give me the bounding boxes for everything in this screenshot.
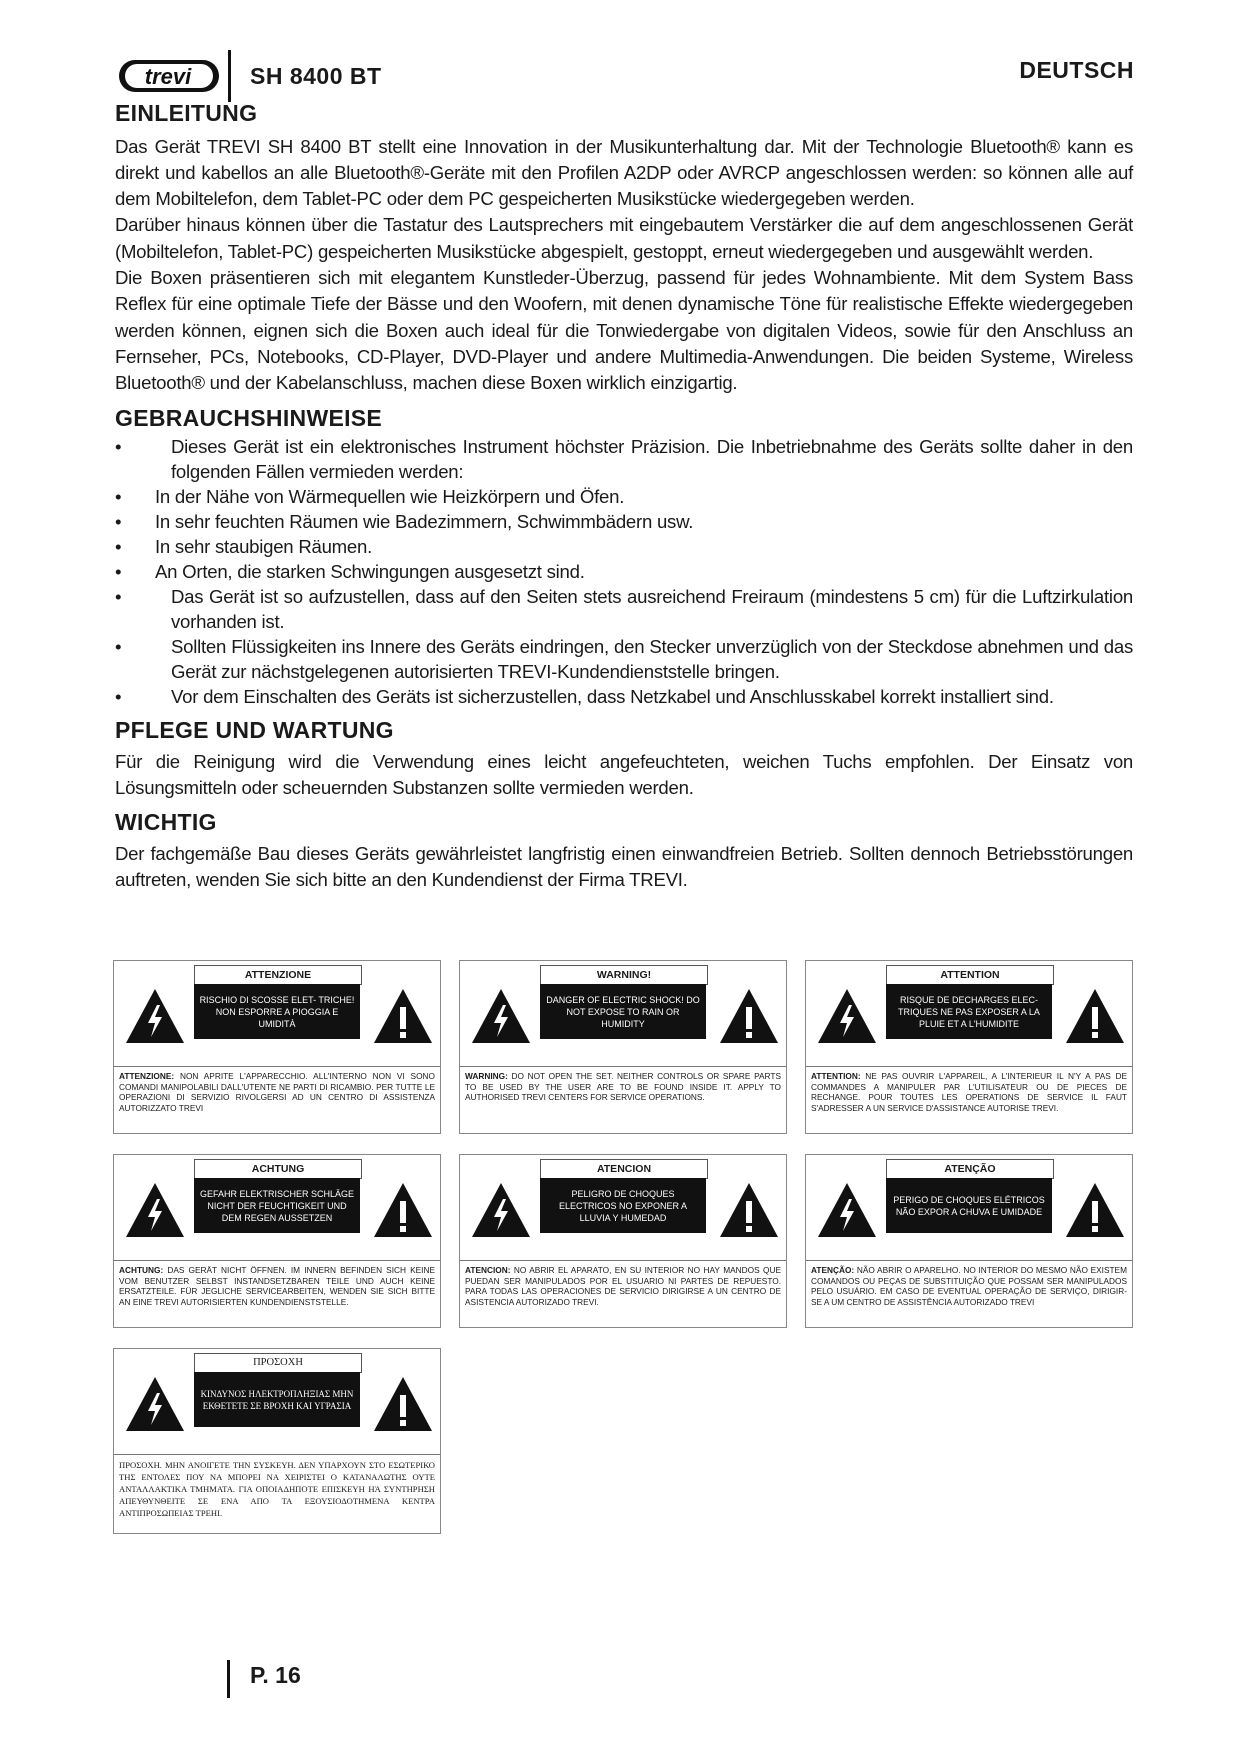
care-heading: PFLEGE UND WARTUNG — [115, 717, 394, 744]
exclamation-warning-icon — [1064, 987, 1126, 1045]
electric-shock-warning-icon — [124, 987, 186, 1045]
usage-item: • Sollten Flüssigkeiten ins Innere des Geräts eindringen, den Stecker unverzüglich von der Steckdose abnehmen und das Gerät zur nächstgelegenen autorisierten TREVI-Kundendienststelle bringen. — [115, 634, 1133, 684]
warning-body — [811, 1265, 1127, 1307]
warning-label-it — [113, 960, 441, 1134]
warning-box-text: PELIGRO DE CHOQUES ELECTRICOS NO EXPONER A LLUVIA Y HUMEDAD — [540, 1178, 706, 1233]
warning-text: DO NOT OPEN THE SET. NEITHER CONTROLS OR SPARE PARTS TO BE USED BY THE USER ARE TO BE FOUND INSIDE IT. APPLY TO AUTHORISED TREVI CENTERS FOR SERVICE OPERATIONS. — [465, 1071, 781, 1102]
warning-title: ATTENZIONE — [194, 965, 362, 985]
usage-item: • In sehr staubigen Räumen. — [115, 534, 1133, 559]
exclamation-warning-icon — [718, 1181, 780, 1239]
warning-box-text: RISCHIO DI SCOSSE ELET- TRICHE! NON ESPORRE A PIOGGIA E UMIDITÀ — [194, 984, 360, 1039]
exclamation-warning-icon — [1064, 1181, 1126, 1239]
important-heading: WICHTIG — [115, 809, 217, 836]
exclamation-warning-icon — [718, 987, 780, 1045]
warning-body — [465, 1071, 781, 1103]
warning-title: ATENÇÃO — [886, 1159, 1054, 1179]
usage-item: • Dieses Gerät ist ein elektronisches Instrument höchster Präzision. Die Inbetriebnahme des Geräts sollte daher in den folgenden Fällen vermieden werden: — [115, 434, 1133, 484]
warning-box-text: ΚΙΝΔΥΝΟΣ ΗΛΕΚΤΡΟΠΛΗΞΙΑΣ ΜΗΝ ΕΚΘΕΤΕΤΕ ΣΕ ΒΡΟΧΗ ΚΑΙ ΥΓΡΑΣΙΑ — [194, 1372, 360, 1427]
usage-item: • In sehr feuchten Räumen wie Badezimmern, Schwimmbädern usw. — [115, 509, 1133, 534]
warning-text: NÃO ABRIR O APARELHO. NO INTERIOR DO MESMO NÃO EXISTEM COMANDOS OU PEÇAS DE SUBSTITUIÇÃO QUE POSSAM SER MANIPULADOS PELO USUÁRIO. EM CASO DE EVENTUAL OPERAÇÃO DE SERVIÇO, DIRIGIR-SE A UM CENTRO DE ASSISTÊNCIA AUTORIZADO TREVI — [811, 1265, 1127, 1307]
warning-lead: ATENCION: — [465, 1265, 511, 1275]
warning-text: ΠΡΟΣΟΧΗ. ΜΗΝ ΑΝΟΙΓΕΤΕ ΤΗΝ ΣΥΣΚΕΥΗ. ΔΕΝ ΥΠΑΡΧΟΥΝ ΣΤΟ ΕΣΩΤΕΡΙΚΟ ΤΗΣ ΕΝΤΟΛΕΣ ΠΟΥ ΝΑ ΜΠΟΡΕΙ ΝΑ ΧΕΙΡΙΣΤΕΙ Ο ΚΑΤΑΝΑΛΩΤΗΣ ΟΥΤΕ ΑΝΤΑΛΛΑΚΤΙΚΑ ΤΜΗΜΑΤΑ. ΓΙΑ ΟΠΟΙΑΔΗΠΟΤΕ ΕΠΙΣΚΕΥΗ ΗΆ ΣΥΝΤΗΡΗΣΗ ΑΠΕΥΘΥΝΘΕΙΤΕ ΣΕ ΕΝΑ ΑΠΟ ΤΑ ΕΞΟΥΣΙΟΔΟΤΗΜΕΝΑ ΚΕΝΤΡΑ ΑΝΤΙΠΡΟΣΩΠΕΙΑΣ ΤΡΕΗΙ. — [119, 1460, 435, 1518]
warning-box-text: RISQUE DE DECHARGES ELEC- TRIQUES NE PAS EXPOSER A LA PLUIE ET A L'HUMIDITE — [886, 984, 1052, 1039]
warning-body — [119, 1459, 435, 1519]
warning-text: NE PAS OUVRIR L'APPAREIL, A L'INTERIEUR IL N'Y A PAS DE COMMANDES A MANIPULER PAR L'UTILISATEUR OU DE PIECES DE RECHANGE. POUR TOUTES LES OPERATIONS DE SERVICE IL FAUT S'ADRESSER A UN SERVICE D'ASSISTANCE AUTORISE TREVI. — [811, 1071, 1127, 1113]
electric-shock-warning-icon — [124, 1181, 186, 1239]
warning-label-gr — [113, 1348, 441, 1534]
warning-label-pt — [805, 1154, 1133, 1328]
warning-text: DAS GERÄT NICHT ÖFFNEN. IM INNERN BEFINDEN SICH KEINE VOM BENUTZER SELBST INSTANDSETZBAREN TEILE UND AUCH KEINE ERSATZTEILE. FÜR JEGLICHE SERVICEARBEITEN, WENDEN SIE SICH BITTE AN EINE TREVI AUTORISIERTEN KUNDENDIENSTSTELLE. — [119, 1265, 435, 1307]
electric-shock-warning-icon — [816, 1181, 878, 1239]
warning-title: WARNING! — [540, 965, 708, 985]
model-title: SH 8400 BT — [250, 63, 382, 89]
warning-lead: ATTENZIONE: — [119, 1071, 175, 1081]
trevi-logo — [115, 56, 219, 96]
warning-title: ATTENTION — [886, 965, 1054, 985]
warning-lead: ATTENTION: — [811, 1071, 861, 1081]
usage-item: • An Orten, die starken Schwingungen ausgesetzt sind. — [115, 559, 1133, 584]
usage-heading: GEBRAUCHSHINWEISE — [115, 404, 383, 431]
intro-heading: EINLEITUNG — [115, 100, 258, 126]
warning-text: NO ABRIR EL APARATO, EN SU INTERIOR NO HAY MANDOS QUE PUEDAN SER MANIPULADOS POR EL USUARIO NI PARTES DE REPUESTO. PARA TODAS LAS OPERACIONES DE SERVICIO DIRIGIRSE A UN CENTRO DE ASISTENCIA AUTORIZADO TREVI. — [465, 1265, 781, 1307]
usage-item: • In der Nähe von Wärmequellen wie Heizkörpern und Öfen. — [115, 484, 1133, 509]
electric-shock-warning-icon — [470, 1181, 532, 1239]
intro-paragraph-3: Die Boxen präsentieren sich mit elegantem Kunstleder-Überzug, passend für jedes Wohnambiente. Mit dem System Bass Reflex für eine optimale Tiefe der Bässe und den Woofern, mit denen dynamische Töne für realistische Effekte wiedergegeben werden können, eignen sich die Boxen auch ideal für die Tonwiedergabe von digitalen Videos, sowie für den Anschluss an Fernseher, PCs, Notebooks, CD-Player, DVD-Player und andere Multimedia-Anwendungen. Die beiden Systeme, Wireless Bluetooth® und der Kabelanschluss, machen diese Boxen wirklich einzigartig. — [115, 267, 1133, 394]
electric-shock-warning-icon — [816, 987, 878, 1045]
usage-list — [115, 434, 1133, 709]
warning-title: ACHTUNG — [194, 1159, 362, 1179]
warning-lead: ATENÇÃO: — [811, 1265, 855, 1275]
warning-box-text: GEFAHR ELEKTRISCHER SCHLÄGE NICHT DER FEUCHTIGKEIT UND DEM REGEN AUSSETZEN — [194, 1178, 360, 1233]
exclamation-warning-icon — [372, 987, 434, 1045]
warning-title: ATENCION — [540, 1159, 708, 1179]
warning-label-de — [113, 1154, 441, 1328]
main-content — [115, 100, 1133, 894]
warning-body — [119, 1265, 435, 1307]
warning-label-en — [459, 960, 787, 1134]
warning-text: NON APRITE L'APPARECCHIO. ALL'INTERNO NON VI SONO COMANDI MANIPOLABILI DALL'UTENTE NE PARTI DI RICAMBIO. PER TUTTE LE OPERAZIONI DI SERVIZIO RIVOLGERSI AD UN CENTRO DI ASSISTENZA AUTORIZZATO TREVI — [119, 1071, 435, 1113]
page-number: P. 16 — [250, 1662, 301, 1688]
important-text: Der fachgemäße Bau dieses Geräts gewährleistet langfristig einen einwandfreien Betrieb. Sollten dennoch Betriebsstörungen auftreten, wenden Sie sich bitte an den Kundendienst der Firma TREVI. — [115, 842, 1133, 891]
warning-label-es — [459, 1154, 787, 1328]
warning-lead: WARNING: — [465, 1071, 508, 1081]
warning-body — [119, 1071, 435, 1113]
header-divider — [228, 50, 231, 102]
intro-paragraph-2: Darüber hinaus können über die Tastatur des Lautsprechers mit eingebautem Verstärker die auf dem angeschlossenen Gerät (Mobiltelefon, Tablet-PC) gespeicherten Musikstücke abgespielt, gestoppt, erneut wiedergegeben und ausgewählt werden. — [115, 214, 1133, 262]
language-label: DEUTSCH — [1019, 57, 1134, 83]
exclamation-warning-icon — [372, 1375, 434, 1433]
usage-item: • Vor dem Einschalten des Geräts ist sicherzustellen, dass Netzkabel und Anschlusskabel korrekt installiert sind. — [115, 684, 1133, 709]
exclamation-warning-icon — [372, 1181, 434, 1239]
warning-label-fr — [805, 960, 1133, 1134]
warning-body — [811, 1071, 1127, 1113]
warning-body — [465, 1265, 781, 1307]
electric-shock-warning-icon — [124, 1375, 186, 1433]
warning-box-text: DANGER OF ELECTRIC SHOCK! DO NOT EXPOSE TO RAIN OR HUMIDITY — [540, 984, 706, 1039]
footer-divider — [227, 1660, 230, 1698]
intro-paragraph-1: Das Gerät TREVI SH 8400 BT stellt eine Innovation in der Musikunterhaltung dar. Mit der Technologie Bluetooth® kann es direkt und kabellos an alle Bluetooth®-Geräte mit den Profilen A2DP oder AVRCP angeschlossen werden: so können alle auf dem Mobiltelefon, dem Tablet-PC oder dem PC gespeicherten Musikstücke wiedergegeben werden. — [115, 135, 1133, 210]
electric-shock-warning-icon — [470, 987, 532, 1045]
warning-title: ΠΡΟΣΟΧΗ — [194, 1353, 362, 1373]
logo-text: trevi — [144, 64, 192, 89]
warning-box-text: PERIGO DE CHOQUES ELÉTRICOS NÃO EXPOR A CHUVA E UMIDADE — [886, 1178, 1052, 1233]
care-text: Für die Reinigung wird die Verwendung eines leicht angefeuchteten, weichen Tuchs empfohlen. Der Einsatz von Lösungsmitteln oder scheuernden Substanzen sollte vermieden werden. — [115, 750, 1133, 799]
warning-lead: ACHTUNG: — [119, 1265, 164, 1275]
usage-item: • Das Gerät ist so aufzustellen, dass auf den Seiten stets ausreichend Freiraum (mindestens 5 cm) für die Luftzirkulation vorhanden ist. — [115, 584, 1133, 634]
